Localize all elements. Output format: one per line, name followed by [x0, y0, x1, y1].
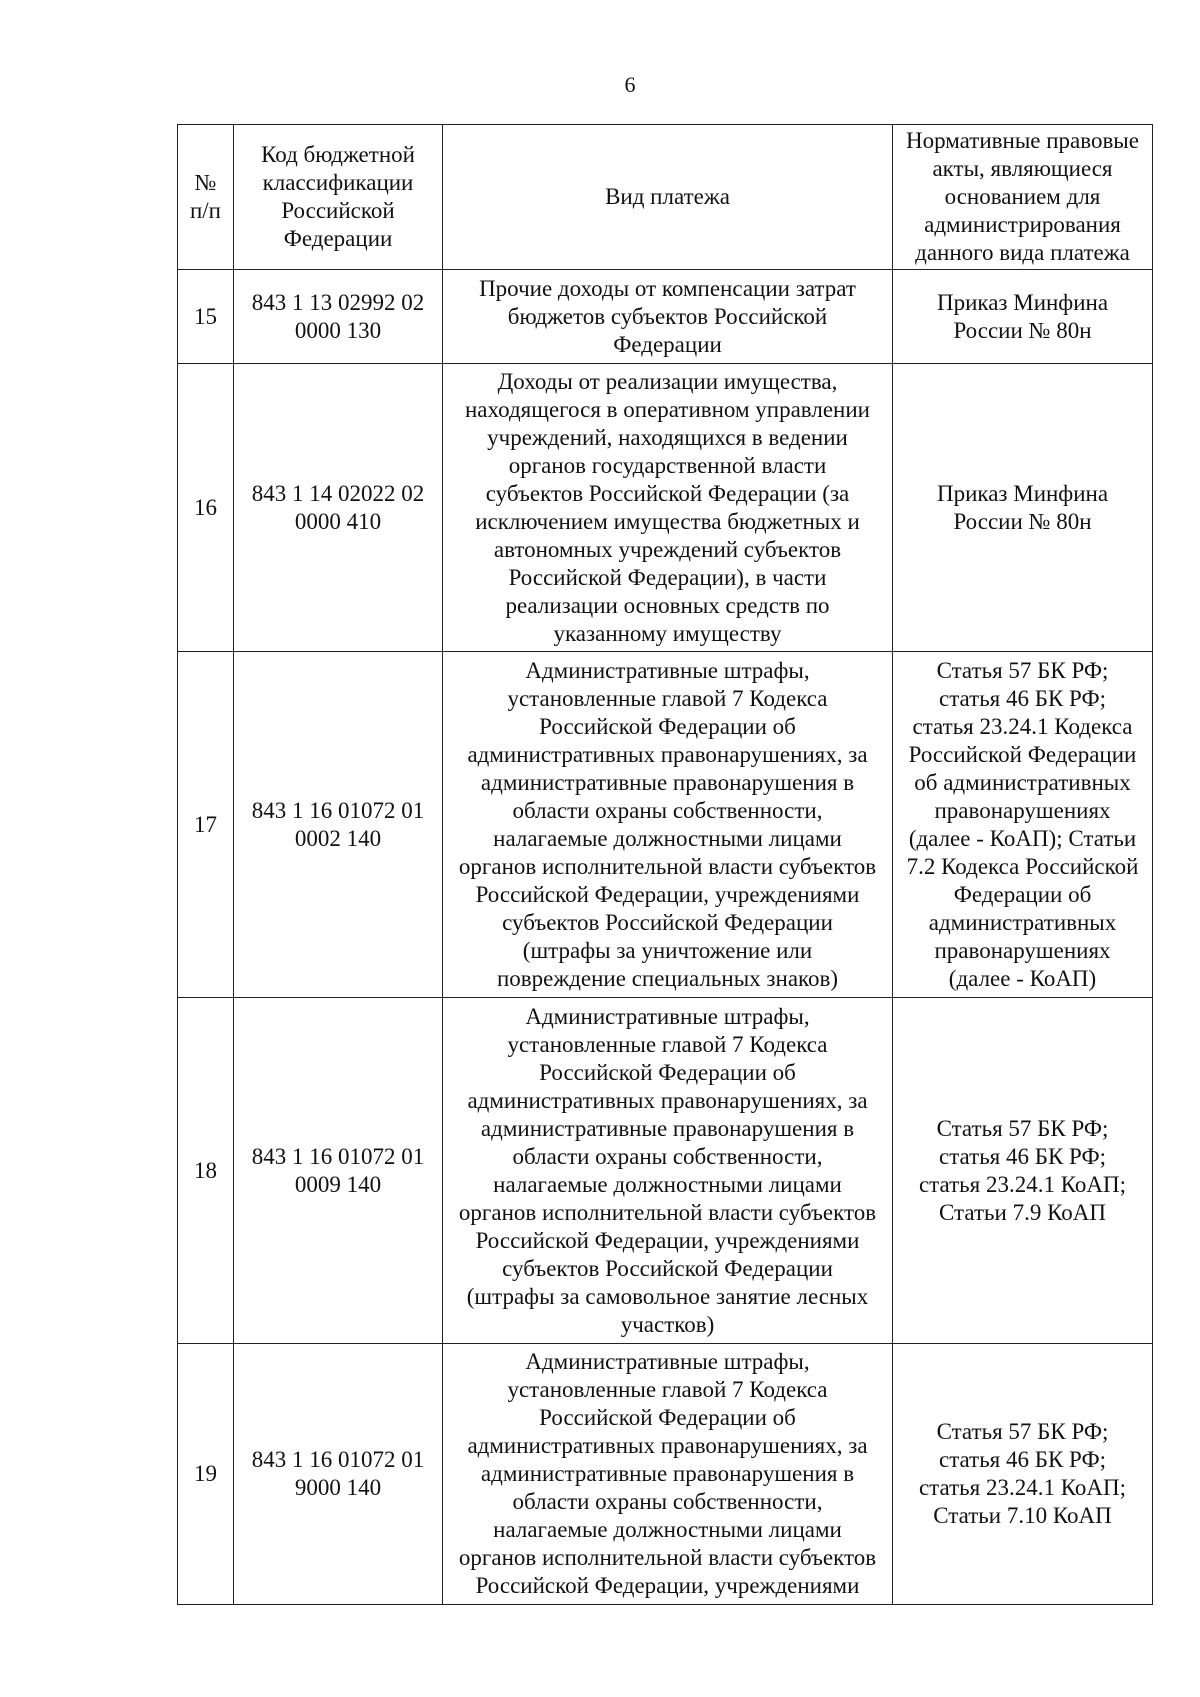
row-acts: Статья 57 БК РФ; статья 46 БК РФ; статья 23.24.1 КоАП; Статьи 7.10 КоАП: [893, 1344, 1153, 1605]
row-code: 843 1 16 01072 01 0009 140: [234, 998, 443, 1344]
row-code: 843 1 16 01072 01 0002 140: [234, 652, 443, 998]
header-type: Вид платежа: [443, 125, 893, 270]
row-acts: Статья 57 БК РФ; статья 46 БК РФ; статья 23.24.1 Кодекса Российской Федерации об административных правонарушениях (далее - КоАП); Статьи 7.2 Кодекса Российской Федерации об административных правонарушениях (далее - КоАП): [893, 652, 1153, 998]
header-code: Код бюджетной классификации Российской Федерации: [234, 125, 443, 270]
row-code: 843 1 16 01072 01 9000 140: [234, 1344, 443, 1605]
table-row: [178, 1344, 1153, 1605]
row-type: Административные штрафы, установленные главой 7 Кодекса Российской Федерации об административных правонарушениях, за административные правонарушения в области охраны собственности, налагаемые должностными лицами органов исполнительной власти субъектов Российской Федерации, учреждениями субъектов Российской Федерации (штрафы за самовольное занятие лесных участков): [443, 998, 893, 1344]
row-type: Прочие доходы от компенсации затрат бюджетов субъектов Российской Федерации: [443, 270, 893, 364]
row-acts: Приказ Минфина России № 80н: [893, 270, 1153, 364]
row-code: 843 1 13 02992 02 0000 130: [234, 270, 443, 364]
header-acts: Нормативные правовые акты, являющиеся основанием для администрирования данного вида платежа: [893, 125, 1153, 270]
header-num: № п/п: [178, 125, 234, 270]
row-type: Административные штрафы, установленные главой 7 Кодекса Российской Федерации об административных правонарушениях, за административные правонарушения в области охраны собственности, налагаемые должностными лицами органов исполнительной власти субъектов Российской Федерации, учреждениями субъектов Российской Федерации (штрафы за уничтожение или повреждение специальных знаков): [443, 652, 893, 998]
table-header-row: [178, 125, 1153, 270]
table-row: [178, 364, 1153, 652]
page-number: 6: [624, 72, 636, 97]
row-type: Доходы от реализации имущества, находящегося в оперативном управлении учреждений, находящихся в ведении органов государственной власти субъектов Российской Федерации (за исключением имущества бюджетных и автономных учреждений субъектов Российской Федерации), в части реализации основных средств по указанному имуществу: [443, 364, 893, 652]
row-num: 19: [178, 1344, 234, 1605]
table-row: [178, 270, 1153, 364]
row-num: 17: [178, 652, 234, 998]
row-num: 18: [178, 998, 234, 1344]
row-num: 16: [178, 364, 234, 652]
row-acts: Приказ Минфина России № 80н: [893, 364, 1153, 652]
row-acts: Статья 57 БК РФ; статья 46 БК РФ; статья 23.24.1 КоАП; Статьи 7.9 КоАП: [893, 998, 1153, 1344]
payments-table: [177, 124, 1153, 1605]
table-row: [178, 998, 1153, 1344]
table-row: [178, 652, 1153, 998]
row-type: Административные штрафы, установленные главой 7 Кодекса Российской Федерации об административных правонарушениях, за административные правонарушения в области охраны собственности, налагаемые должностными лицами органов исполнительной власти субъектов Российской Федерации, учреждениями: [443, 1344, 893, 1605]
row-num: 15: [178, 270, 234, 364]
row-code: 843 1 14 02022 02 0000 410: [234, 364, 443, 652]
